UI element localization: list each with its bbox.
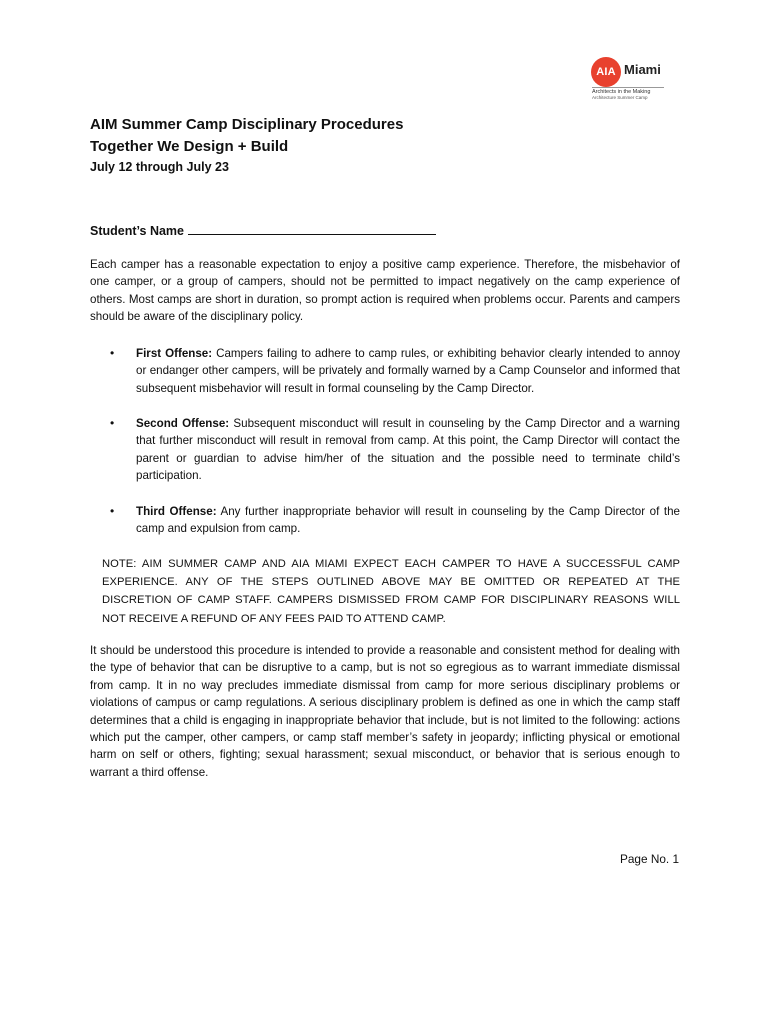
student-name-field[interactable] bbox=[188, 222, 436, 235]
document-title: AIM Summer Camp Disciplinary Procedures bbox=[90, 116, 404, 133]
intro-paragraph: Each camper has a reasonable expectation to enjoy a positive camp experience. Therefore, the misbehavior of one camper, or a group of campers, should not be permitted to impact negatively on the camp experience of others. Most camps are short in duration, so prompt action is required when problems occur. Parents and campers should be aware of the disciplinary policy. bbox=[90, 258, 680, 324]
offense-text: First Offense: Campers failing to adhere to camp rules, or exhibiting behavior clearly intended to annoy or endanger other campers, will be privately and formally warned by a Camp Counselor and informed that subsequent misbehavior will result in formal counseling by the Camp Director. bbox=[136, 347, 680, 395]
offense-label: Second Offense: bbox=[136, 417, 230, 430]
camp-dates: July 12 through July 23 bbox=[90, 160, 229, 174]
offense-label: First Offense: bbox=[136, 347, 213, 360]
student-name-label: Student’s Name bbox=[90, 224, 185, 238]
logo-tagline: Architects in the Making bbox=[592, 89, 651, 95]
offense-text: Third Offense: Any further inappropriate behavior will result in counseling by the Camp Director of the camp and expulsion from camp. bbox=[136, 505, 681, 536]
logo-subtagline: Architecture Summer Camp bbox=[592, 95, 648, 100]
logo-word: Miami bbox=[624, 62, 661, 77]
offense-label: Third Offense: bbox=[136, 505, 217, 518]
page-number: Page No. 1 bbox=[620, 852, 680, 866]
bullet-icon: • bbox=[110, 346, 115, 360]
closing-paragraph: It should be understood this procedure is intended to provide a reasonable and consistent method for dealing with the type of behavior that can be disruptive to a camp, but is not so egregious as to warrant immediate dismissal from camp. It in no way precludes immediate dismissal from camp for more serious disciplinary problems or violations of campus or camp regulations. A serious disciplinary problem is defined as one in which the camp staff determines that a child is engaging in inappropriate behavior that include, but is not limited to the following: actions which put the camper, other campers, or camp staff member’s safety in jeopardy; inflicting physical or emotional harm on self or others, fighting; sexual harassment; sexual misconduct, or behavior that is serious enough to warrant a third offense. bbox=[90, 644, 680, 779]
bullet-icon: • bbox=[110, 504, 115, 518]
logo-mark: AIA bbox=[591, 57, 621, 87]
student-name-row bbox=[90, 222, 436, 238]
offense-text: Second Offense: Subsequent misconduct will result in counseling by the Camp Director and a warning that further misconduct will result in removal from camp. At this point, the Camp Director will contact the parent or guardian to advise him/her of the situation and the possible need to terminate child’s participation. bbox=[136, 417, 680, 483]
document-subtitle: Together We Design + Build bbox=[90, 138, 289, 155]
logo-divider bbox=[592, 87, 664, 88]
note-paragraph: NOTE: AIM SUMMER CAMP AND AIA MIAMI EXPECT EACH CAMPER TO HAVE A SUCCESSFUL CAMP EXPERIENCE. ANY OF THE STEPS OUTLINED ABOVE MAY BE OMITTED OR REPEATED AT THE DISCRETION OF CAMP STAFF. CAMPERS DISMISSED FROM CAMP FOR DISCIPLINARY REASONS WILL NOT RECEIVE A REFUND OF ANY FEES PAID TO ATTEND CAMP. bbox=[102, 558, 680, 625]
bullet-icon: • bbox=[110, 416, 115, 430]
aia-miami-logo bbox=[588, 52, 668, 100]
